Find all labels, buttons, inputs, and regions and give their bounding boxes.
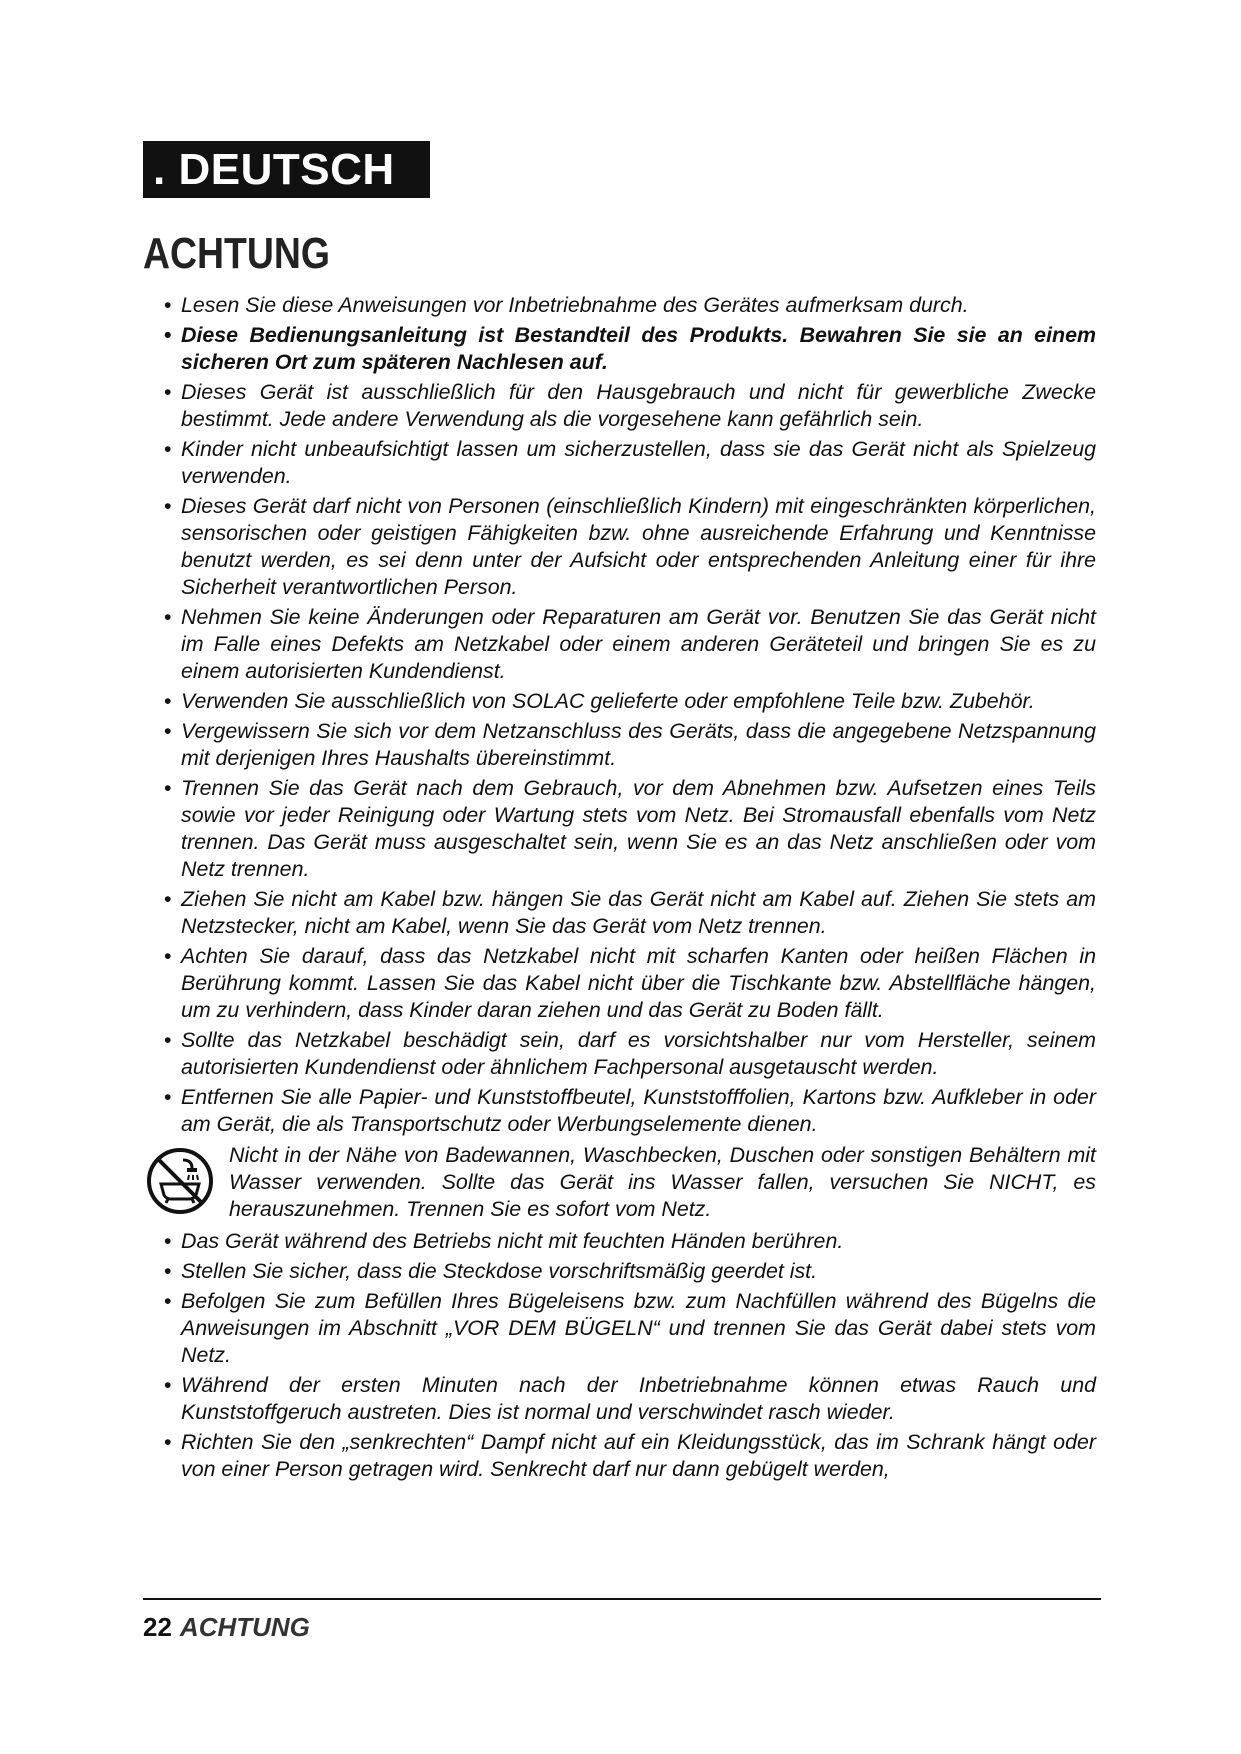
- instruction-text: Sollte das Netzkabel beschädigt sein, darf es vorsichtshalber nur vom Hersteller, seinem autorisierten Kundendienst oder ähnlichem Fachpersonal ausgetauscht werden.: [181, 1028, 1096, 1079]
- language-tab: . DEUTSCH: [143, 141, 430, 198]
- instruction-item: [164, 775, 1096, 883]
- instruction-item: [164, 886, 1096, 940]
- instruction-text: Trennen Sie das Gerät nach dem Gebrauch, vor dem Abnehmen bzw. Aufsetzen eines Teils sowie vor jeder Reinigung oder Wartung stets vom Netz. Bei Stromausfall ebenfalls vom Netz trennen. Das Gerät muss ausgeschaltet sein, wenn Sie es an das Netz anschließen oder vom Netz trennen.: [181, 776, 1096, 881]
- bullet-marker: •: [164, 1229, 172, 1253]
- no-bathtub-icon: [145, 1146, 215, 1216]
- instruction-text: Diese Bedienungsanleitung ist Bestandteil des Produkts. Bewahren Sie sie an einem sicheren Ort zum späteren Nachlesen auf.: [181, 323, 1096, 374]
- instruction-item: [164, 322, 1096, 376]
- instruction-item: [164, 1429, 1096, 1483]
- bullet-marker: •: [164, 380, 172, 404]
- bullet-marker: •: [164, 605, 172, 629]
- page-number: 22: [143, 1612, 172, 1642]
- bullet-marker: •: [164, 689, 172, 713]
- bullet-marker: •: [164, 776, 172, 800]
- instruction-text: Befolgen Sie zum Befüllen Ihres Bügeleisens bzw. zum Nachfüllen während des Bügelns die Anweisungen im Abschnitt „VOR DEM BÜGELN“ und trennen Sie das Gerät dabei stets vom Netz.: [181, 1289, 1096, 1367]
- instruction-text: Lesen Sie diese Anweisungen vor Inbetriebnahme des Gerätes aufmerksam durch.: [181, 293, 969, 317]
- instruction-text: Das Gerät während des Betriebs nicht mit feuchten Händen berühren.: [181, 1229, 844, 1253]
- water-warning-notice: [145, 1142, 1096, 1223]
- instruction-text: Verwenden Sie ausschließlich von SOLAC gelieferte oder empfohlene Teile bzw. Zubehör.: [181, 689, 1035, 713]
- instruction-text: Ziehen Sie nicht am Kabel bzw. hängen Sie das Gerät nicht am Kabel auf. Ziehen Sie stets am Netzstecker, nicht am Kabel, wenn Sie das Gerät vom Netz trennen.: [181, 887, 1096, 938]
- instruction-text: Entfernen Sie alle Papier- und Kunststoffbeutel, Kunststofffolien, Kartons bzw. Aufkleber in oder am Gerät, die als Transportschutz oder Werbungselemente dienen.: [181, 1085, 1096, 1136]
- instruction-item: [164, 379, 1096, 433]
- instruction-text: Vergewissern Sie sich vor dem Netzanschluss des Geräts, dass die angegebene Netzspannung mit derjenigen Ihres Haushalts übereinstimmt.: [181, 719, 1096, 770]
- instruction-text: Stellen Sie sicher, dass die Steckdose vorschriftsmäßig geerdet ist.: [181, 1259, 818, 1283]
- page-footer: [143, 1610, 310, 1644]
- bullet-marker: •: [164, 944, 172, 968]
- bullet-marker: •: [164, 1289, 172, 1313]
- instructions-group-b: [164, 1228, 1096, 1483]
- page-heading: ACHTUNG: [143, 229, 330, 278]
- instruction-item: [164, 943, 1096, 1024]
- instruction-text: Während der ersten Minuten nach der Inbetriebnahme können etwas Rauch und Kunststoffgeruch austreten. Dies ist normal und verschwindet rasch wieder.: [181, 1373, 1096, 1424]
- bullet-marker: •: [164, 437, 172, 461]
- instruction-text: Achten Sie darauf, dass das Netzkabel nicht mit scharfen Kanten oder heißen Flächen in Berührung kommt. Lassen Sie das Kabel nicht über die Tischkante bzw. Abstellfläche hängen, um zu verhindern, dass Kinder daran ziehen und das Gerät zu Boden fällt.: [181, 944, 1096, 1022]
- bullet-marker: •: [164, 1028, 172, 1052]
- instruction-text: Nehmen Sie keine Änderungen oder Reparaturen am Gerät vor. Benutzen Sie das Gerät nicht im Falle eines Defekts am Netzkabel oder einem anderen Geräteteil und bringen Sie es zu einem autorisierten Kundendienst.: [181, 605, 1096, 683]
- instruction-item: [164, 688, 1096, 715]
- instruction-text: Kinder nicht unbeaufsichtigt lassen um sicherzustellen, dass sie das Gerät nicht als Spielzeug verwenden.: [181, 437, 1096, 488]
- bullet-marker: •: [164, 1085, 172, 1109]
- bullet-marker: •: [164, 1430, 172, 1454]
- instruction-text: Dieses Gerät darf nicht von Personen (einschließlich Kindern) mit eingeschränkten körperlichen, sensorischen oder geistigen Fähigkeiten bzw. ohne ausreichende Erfahrung und Kenntnisse benutzt werden, es sei denn unter der Aufsicht oder entsprechenden Anleitung einer für ihre Sicherheit verantwortlichen Person.: [181, 494, 1096, 599]
- safety-instructions-list: [164, 292, 1096, 1486]
- bullet-marker: •: [164, 887, 172, 911]
- instruction-text: Dieses Gerät ist ausschließlich für den Hausgebrauch und nicht für gewerbliche Zwecke bestimmt. Jede andere Verwendung als die vorgesehene kann gefährlich sein.: [181, 380, 1096, 431]
- instruction-item: [164, 604, 1096, 685]
- bullet-marker: •: [164, 293, 172, 317]
- instruction-item: [164, 1372, 1096, 1426]
- water-warning-text: Nicht in der Nähe von Badewannen, Waschbecken, Duschen oder sonstigen Behältern mit Wasser verwenden. Sollte das Gerät ins Wasser fallen, versuchen Sie NICHT, es herauszunehmen. Trennen Sie es sofort vom Netz.: [229, 1143, 1096, 1221]
- instruction-item: [164, 1288, 1096, 1369]
- instruction-item: [164, 493, 1096, 601]
- instruction-text: Richten Sie den „senkrechten“ Dampf nicht auf ein Kleidungsstück, das im Schrank hängt oder von einer Person getragen wird. Senkrecht darf nur dann gebügelt werden,: [181, 1430, 1096, 1481]
- instruction-item: [164, 1258, 1096, 1285]
- instructions-group-a: [164, 292, 1096, 1138]
- bullet-marker: •: [164, 494, 172, 518]
- bullet-marker: •: [164, 719, 172, 743]
- instruction-item: [164, 1027, 1096, 1081]
- instruction-item: [164, 292, 1096, 319]
- footer-section-label: ACHTUNG: [179, 1612, 310, 1642]
- bullet-marker: •: [164, 1373, 172, 1397]
- instruction-item: [164, 1228, 1096, 1255]
- bullet-marker: •: [164, 1259, 172, 1283]
- bullet-marker: •: [164, 323, 172, 347]
- instruction-item: [164, 1084, 1096, 1138]
- instruction-item: [164, 718, 1096, 772]
- instruction-item: [164, 436, 1096, 490]
- footer-divider: [143, 1598, 1101, 1600]
